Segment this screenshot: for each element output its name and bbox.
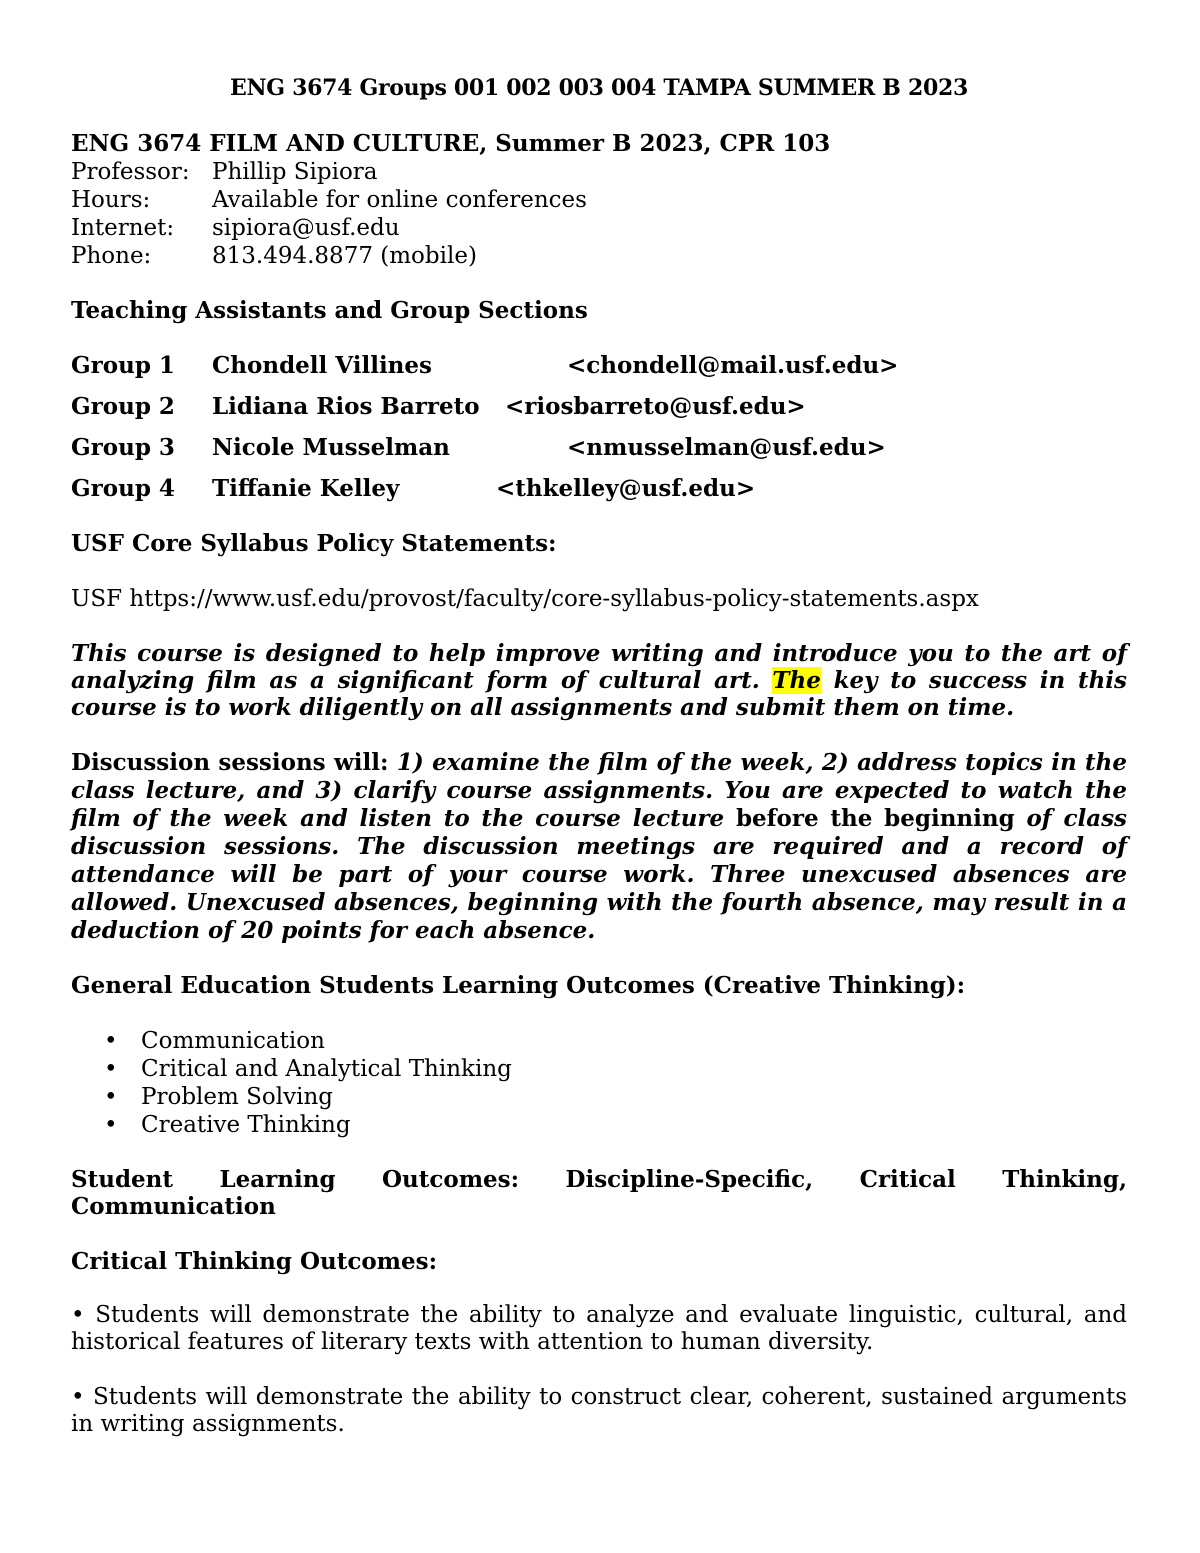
gen-ed-list (71, 1027, 1127, 1139)
contact-label: Internet: (71, 215, 175, 241)
contact-label: Professor: (71, 159, 190, 185)
ta-name: Chondell Villines (212, 352, 432, 379)
bullet-icon: • (104, 1056, 118, 1082)
student-outcomes-heading (71, 1166, 1127, 1220)
heading-word: Learning (219, 1166, 336, 1193)
professor-name: Phillip Sipiora (212, 159, 378, 185)
ta-name: Tiffanie Kelley (212, 475, 400, 502)
ta-row (71, 475, 1127, 516)
list-item-label: Critical and Analytical Thinking (141, 1056, 512, 1082)
ta-row (71, 393, 1127, 434)
heading-word: Discipline-Specific, (565, 1166, 814, 1193)
document-body (71, 74, 1127, 1438)
document-header: ENG 3674 Groups 001 002 003 004 TAMPA SUMMER B 2023 (230, 75, 968, 101)
intro-text: key to success in this course is to work diligently on all assignments and submit them on time. (71, 667, 1127, 721)
course-title: ENG 3674 FILM AND CULTURE, Summer B 2023, CPR 103 (71, 130, 831, 157)
ta-name: Lidiana Rios Barreto (212, 393, 480, 420)
bullet-icon: • (104, 1084, 118, 1110)
list-item-label: Problem Solving (141, 1084, 333, 1110)
policy-heading: USF Core Syllabus Policy Statements: (71, 530, 557, 557)
heading-word: Thinking, (1002, 1166, 1127, 1193)
office-hours: Available for online conferences (212, 187, 587, 213)
ta-email: <chondell@mail.usf.edu> (567, 352, 899, 379)
list-item (71, 1083, 1127, 1111)
highlighted-text: The (772, 667, 821, 694)
discussion-text: 1) examine the film of the week, 2) address topics in the class lecture, and 3) clarify course assignments. You are expected to watch the film of the week and listen to the course lecture (71, 749, 1128, 832)
policy-url: USF https://www.usf.edu/provost/faculty/core-syllabus-policy-statements.aspx (71, 586, 979, 612)
professor-phone: 813.494.8877 (mobile) (212, 243, 477, 269)
professor-email: sipiora@usf.edu (212, 215, 400, 241)
heading-word: Outcomes: (381, 1166, 520, 1193)
ta-group: Group 2 (71, 393, 175, 420)
ta-group: Group 3 (71, 434, 175, 461)
ta-list (71, 352, 1127, 516)
contact-label: Phone: (71, 243, 152, 269)
list-item-label: Creative Thinking (141, 1112, 351, 1138)
heading-word: Communication (71, 1193, 276, 1220)
heading-word: Critical (859, 1166, 956, 1193)
ta-heading: Teaching Assistants and Group Sections (71, 297, 588, 324)
discussion-lead: Discussion sessions will: (71, 749, 397, 776)
contact-info (71, 158, 1127, 270)
ta-row (71, 352, 1127, 393)
discussion-text: before the beginning (724, 805, 1027, 832)
list-item (71, 1111, 1127, 1139)
contact-label: Hours: (71, 187, 151, 213)
critical-thinking-item: • Students will demonstrate the ability to analyze and evaluate linguistic, cultural, and historical features of literary texts with attention to human diversity. (71, 1302, 1127, 1355)
list-item (71, 1027, 1127, 1055)
critical-thinking-heading: Critical Thinking Outcomes: (71, 1248, 438, 1275)
list-item (71, 1055, 1127, 1083)
ta-email: <riosbarreto@usf.edu> (505, 393, 806, 420)
ta-row (71, 434, 1127, 475)
gen-ed-heading: General Education Students Learning Outcomes (Creative Thinking): (71, 972, 966, 999)
ta-email: <nmusselman@usf.edu> (567, 434, 886, 461)
critical-thinking-item: • Students will demonstrate the ability to construct clear, coherent, sustained arguments in writing assignments. (71, 1384, 1127, 1437)
intro-paragraph (71, 640, 1127, 721)
list-item-label: Communication (141, 1028, 325, 1054)
intro-text: This course is designed to help improve writing and introduce you to the art of analyzing film as a significant form of cultural art. (71, 640, 1127, 694)
ta-group: Group 1 (71, 352, 175, 379)
discussion-paragraph (71, 749, 1127, 945)
discussion-text: of class discussion sessions. The discussion meetings are required and a record of attendance will be part of your course work. Three unexcused absences are allowed. Unexcused absences, beginning with the fourth absence, may result in a deduction of 20 points for each absence. (71, 805, 1127, 944)
ta-email: <thkelley@usf.edu> (496, 475, 756, 502)
bullet-icon: • (104, 1028, 118, 1054)
student-outcomes-line (71, 1166, 1127, 1193)
ta-name: Nicole Musselman (212, 434, 450, 461)
heading-word: Student (71, 1166, 174, 1193)
ta-group: Group 4 (71, 475, 175, 502)
bullet-icon: • (104, 1112, 118, 1138)
